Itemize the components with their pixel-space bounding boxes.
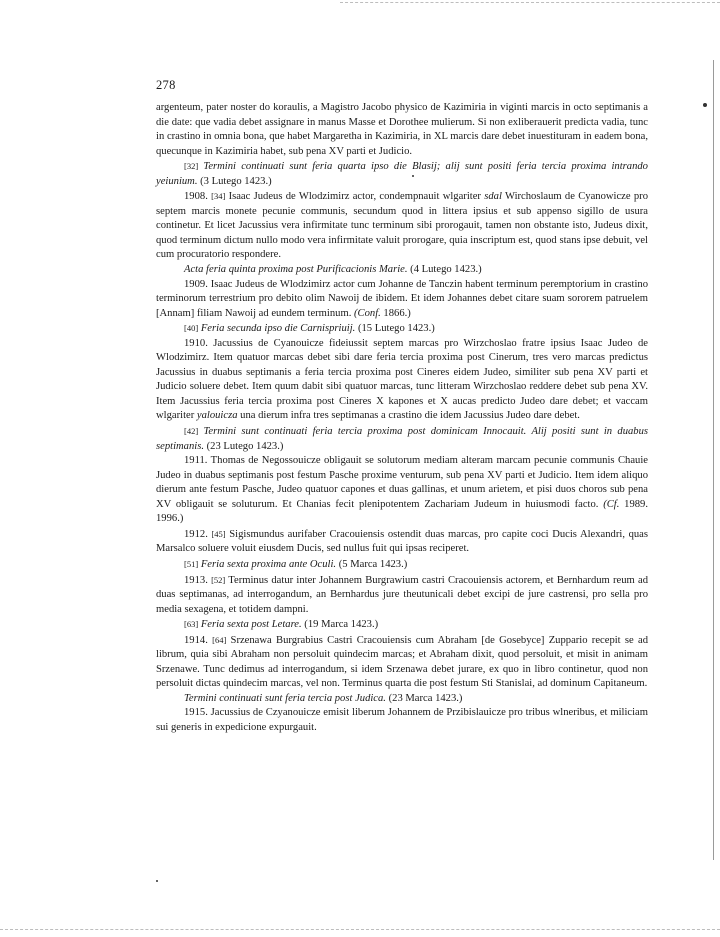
- italic-text: Acta feria quinta proxima post Purificacionis Marie.: [184, 264, 408, 276]
- paragraph: [156, 454, 648, 527]
- text-span: Sigismundus aurifaber Cracouiensis ostendit duas marcas, pro capite coci Ducis Alexandri, quas Marsalco soluere voluit eiusdem Ducis, sed nullus fuit qui ipsas reciperet.: [156, 528, 649, 555]
- italic-text: Feria sexta proxima ante Oculi.: [200, 558, 337, 570]
- folio-reference: [40]: [184, 323, 199, 334]
- text-span: 1912.: [184, 528, 212, 540]
- text-span: (4 Lutego 1423.): [407, 264, 482, 276]
- folio-reference: [52]: [211, 574, 226, 585]
- paragraph: [156, 706, 648, 735]
- folio-reference: [45]: [211, 528, 226, 539]
- text-span: 1913.: [184, 574, 212, 586]
- paragraph: [156, 278, 648, 322]
- text-span: 1915. Jacussius de Czyanouicze emisit liberum Johannem de Przibislauicze pro tribus wlneribus, et miliciam sui generis in expedicione expurgauit.: [156, 707, 648, 733]
- text-span: Srzenawa Burgrabius Castri Cracouiensis cum Abraham [de Gosebyce] Zuppario recepit se ad librum, quia sibi Abraham non persoluit quindecim marcas; et Abraham dixit, quod persoluit, et misit in animam Srzenawe. Tunc dedimus ad interrogandum, si idem Srzenawa debet jurare, ex quo in libro continetur, quod non persoluit dictas quindecim marcas, vel non. Terminus quarta die post festum Sti Stanislai, ad dominum Capitaneum.: [156, 634, 648, 690]
- folio-reference: [64]: [212, 634, 227, 645]
- paragraph: [156, 101, 648, 159]
- text-span: 1909. Isaac Judeus de Wlodzimirz actor cum Johanne de Tanczin habent terminum peremptorium in crastino terminorum terrestrium pro debito olim Nawoij de ibidem. Et idem Johannes debet citare suam sororem patruelem [Annam] filiam Nawoij ad eundem terminum.: [156, 278, 648, 319]
- paragraph: [156, 159, 648, 189]
- text-span: argenteum, pater noster do koraulis, a Magistro Jacobo physico de Kazimiria in viginti marcis in octo septimanis a die date: que vadia debet assignare in manus Masse et Dorothee mulierum. Si non exliberauerit predicta vadia, tunc in crastino in omnia bona, que habet Margaretha in Kazimiria, in XL marcis dare debet inuestituram in eadem bona, quecunque in Kazimiria habet, sub pena XV parti et Judicio.: [156, 102, 648, 157]
- italic-text: Feria sexta post Letare.: [200, 619, 302, 631]
- text-span: Wirchoslaum de Cyanowicze pro septem marcis monete pecunie communis, secundum quod in littera ipsius et sub appenso sigillo de usura continetur. Et licet Jacussius vera infirmitate tunc terminum sibi prorogauit, tamen non obstante isto, Judeus dixit, quod terminum dictum nullo modo vera infirmitate valuit prorogare, quia inscriptum est, quod stans ipse debuit, vel cum procuratorio respondere.: [156, 191, 648, 261]
- folio-reference: [34]: [211, 191, 226, 202]
- text-span: una dierum infra tres septimanas a crastino die idem Jacussius Judeo dare debet.: [237, 410, 580, 422]
- text-span: (15 Lutego 1423.): [355, 323, 435, 335]
- italic-text: Termini continuati sunt feria quarta ipso die Blasij; alij sunt positi feria tercia proxima intrando yeiunium.: [156, 161, 648, 187]
- folio-reference: [42]: [184, 426, 199, 437]
- text-span: 1914.: [184, 634, 213, 646]
- paragraph: [156, 527, 648, 557]
- text-span: (19 Marca 1423.): [301, 619, 379, 631]
- italic-text: Termini sunt continuati feria tercia proxima post dominicam Innocauit. Alij positi sunt in duabus septimanis.: [156, 426, 649, 452]
- italic-text: Termini continuati sunt feria tercia post Judica.: [184, 692, 386, 704]
- italic-text: (Cf.: [603, 498, 620, 510]
- paragraph: [156, 692, 648, 707]
- folio-reference: [51]: [184, 558, 199, 569]
- paragraph: [156, 337, 648, 424]
- text-span: 1866.): [380, 307, 411, 319]
- scan-edge-bottom: [0, 929, 720, 930]
- italic-text: (Conf.: [354, 307, 381, 319]
- paragraph: [156, 189, 648, 263]
- text-span: 1989. 1996.): [156, 498, 648, 525]
- italic-text: sdal: [484, 191, 502, 203]
- text-span: 1910. Jacussius de Cyanouicze fideiussit septem marcas pro Wirzchoslao fratre ipsius Isaac Judeo de Wlodzimirz. Item quatuor marcas debet sibi dare feria tercia proxima post Cinerum, tres vero marcas predictus Jacussius in duabus septimanis a feria tercia proxima post Cineres eidem Judeo, similiter sub pena XV parti et Judicio soluere debet. Item quum dabit sibi quatuor marcas, tunc litteram Wirzchoslao reddere debet sub pena XV. Item Jacussius feria tercia proxima post Cineres X kapones et X aucas predicto Judeo dare debet; et vaccam wlgariter: [156, 337, 648, 422]
- italic-text: Feria secunda ipso die Carnispriuij.: [200, 323, 356, 335]
- text-span: 1911. Thomas de Negossouicze obligauit se solutorum mediam alteram marcam pecunie communis Chauie Judeo in duabus septimanis post festum Pasche proxime venturum, sub pena XV parti et Judicio. Item idem aliquo dierum ante festum Pasche, Judeo quatuor capones et duas gallinas, et unum arietem, et pisi duos choros sub pena XV obligauit se soluturum. Et Chanias fecit plenipotentem Zachariam Judeum in huiusmodi facto.: [156, 455, 648, 510]
- text-span: Isaac Judeus de Wlodzimirz actor, condempnauit wlgariter: [225, 191, 485, 203]
- scan-dot: [156, 880, 158, 882]
- paragraph: [156, 573, 648, 618]
- text-span: (23 Lutego 1423.): [203, 440, 284, 452]
- scan-dot: [703, 103, 707, 107]
- text-span: Terminus datur inter Johannem Burgrawium castri Cracouiensis actorem, et Bernhardum reum ad duas septimanas, ad interrogandum, an Bernhardus jure theutunicali debet excipi de jure castrensi, pro sella pro media sexagena, et totidem dampni.: [156, 574, 649, 615]
- paragraph: [156, 424, 648, 454]
- text-span: 1908.: [184, 191, 212, 203]
- paragraph: [156, 321, 648, 337]
- scan-edge-top: [340, 2, 720, 3]
- paragraph: [156, 557, 648, 573]
- scan-edge-right: [713, 60, 714, 860]
- text-span: (3 Lutego 1423.): [197, 175, 272, 187]
- page-number: 278: [156, 78, 176, 92]
- italic-text: yalouicza: [196, 410, 238, 422]
- folio-reference: [63]: [184, 619, 199, 630]
- text-span: (5 Marca 1423.): [336, 558, 408, 570]
- main-text: [156, 101, 648, 736]
- folio-reference: [32]: [184, 161, 199, 172]
- paragraph: [156, 263, 648, 278]
- paragraph: [156, 633, 648, 692]
- paragraph: [156, 617, 648, 633]
- text-span: (23 Marca 1423.): [385, 692, 463, 704]
